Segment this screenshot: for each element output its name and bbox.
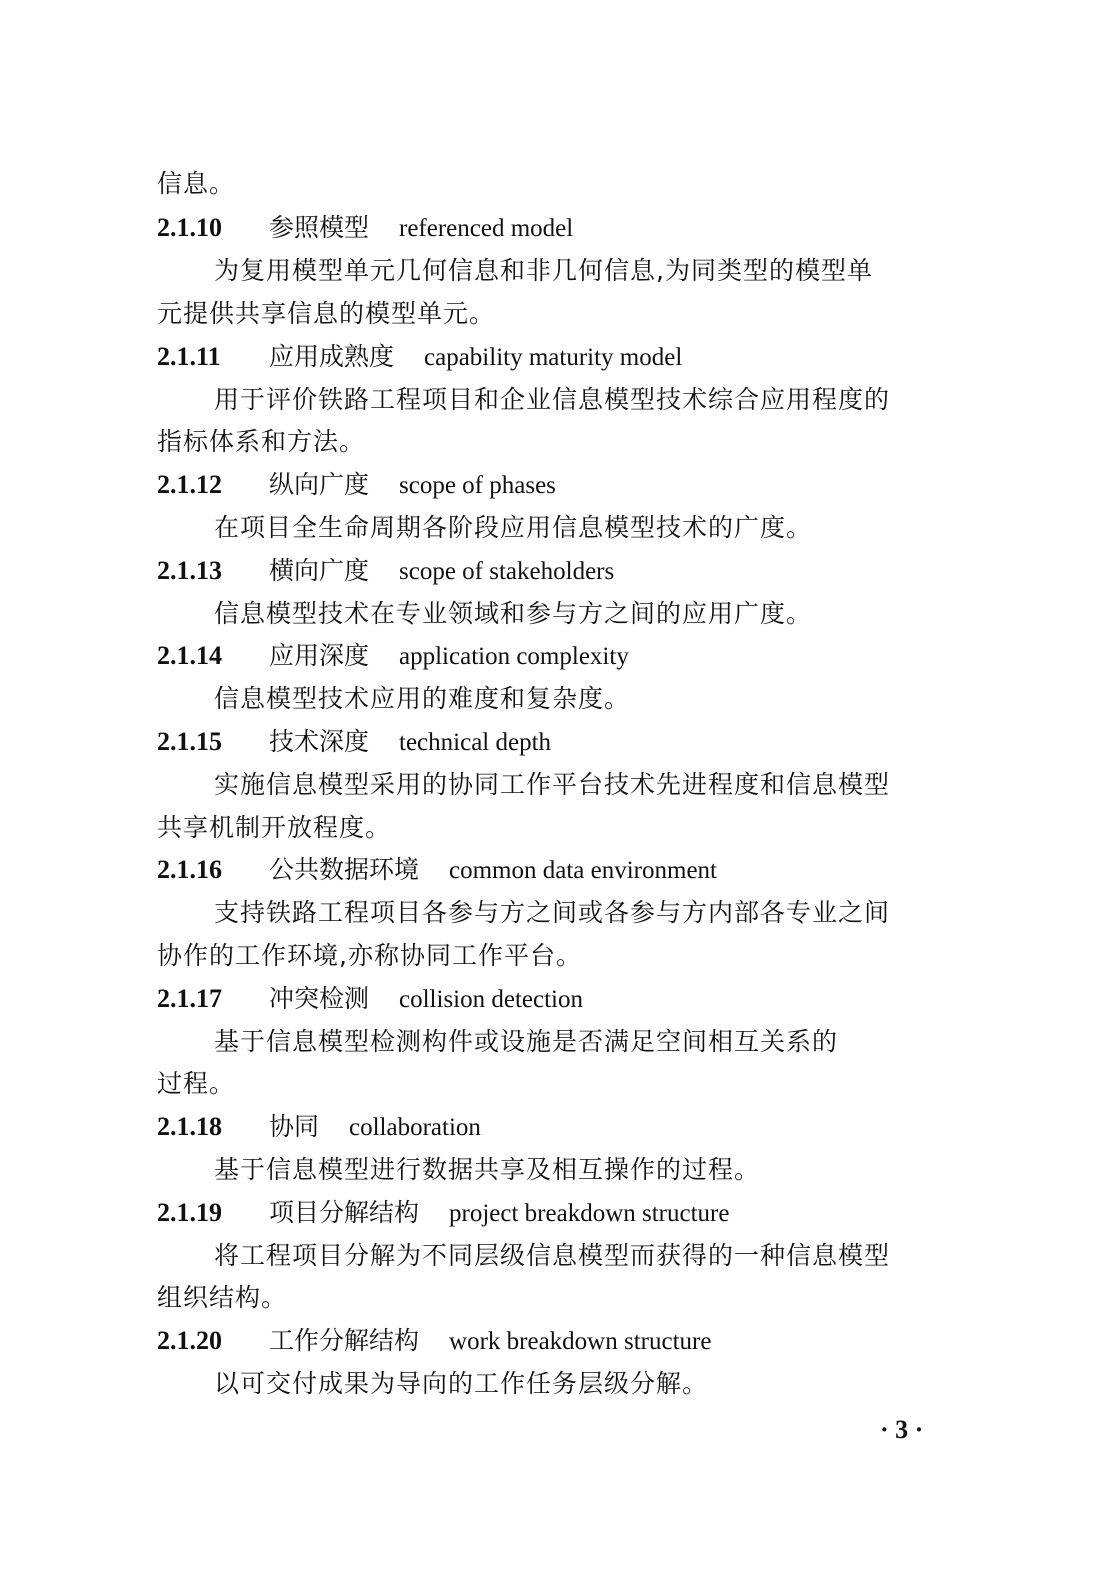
term-heading: [157, 212, 573, 245]
term-definition-line: 元提供共享信息的模型单元。: [157, 299, 496, 328]
term-definition-line: 共享机制开放程度。: [157, 813, 392, 842]
term-chinese: 纵向广度: [269, 470, 370, 499]
term-chinese: 参照模型: [269, 213, 370, 242]
term-number: 2.1.18: [157, 1112, 222, 1141]
term-english: scope of stakeholders: [399, 558, 615, 585]
term-chinese: 项目分解结构: [269, 1198, 420, 1227]
term-definition-line: 基于信息模型进行数据共享及相互操作的过程。: [214, 1155, 761, 1184]
term-chinese: 工作分解结构: [269, 1326, 420, 1355]
term-definition-line: 协作的工作环境,亦称协同工作平台。: [157, 941, 582, 970]
term-chinese: 协同: [269, 1112, 320, 1141]
term-definition-line: 以可交付成果为导向的工作任务层级分解。: [214, 1369, 709, 1398]
term-chinese: 应用成熟度: [269, 342, 395, 371]
term-definition-line: 实施信息模型采用的协同工作平台技术先进程度和信息模型: [214, 770, 891, 799]
term-number: 2.1.20: [157, 1326, 222, 1355]
term-english: capability maturity model: [424, 344, 683, 371]
term-definition-line: 将工程项目分解为不同层级信息模型而获得的一种信息模型: [214, 1241, 891, 1270]
term-english: referenced model: [399, 215, 574, 242]
term-heading: [157, 640, 629, 673]
term-english: technical depth: [399, 729, 552, 756]
term-number: 2.1.11: [157, 342, 221, 371]
term-chinese: 横向广度: [269, 556, 370, 585]
term-heading: [157, 469, 556, 502]
term-heading: [157, 1325, 711, 1358]
term-heading: [157, 341, 682, 374]
term-definition-line: 指标体系和方法。: [157, 427, 366, 456]
term-definition-line: 过程。: [157, 1069, 236, 1098]
term-definition-line: 支持铁路工程项目各参与方之间或各参与方内部各专业之间: [214, 898, 891, 927]
term-number: 2.1.15: [157, 727, 222, 756]
term-definition-line: 信息模型技术应用的难度和复杂度。: [214, 684, 631, 713]
term-definition-line: 基于信息模型检测构件或设施是否满足空间相互关系的: [214, 1027, 839, 1056]
term-heading: [157, 1197, 729, 1230]
term-english: application complexity: [399, 643, 629, 670]
term-english: project breakdown structure: [449, 1200, 730, 1227]
term-english: work breakdown structure: [449, 1328, 712, 1355]
term-definition-line: 用于评价铁路工程项目和企业信息模型技术综合应用程度的: [214, 385, 891, 414]
term-chinese: 应用深度: [269, 641, 370, 670]
term-definition-line: 信息模型技术在专业领域和参与方之间的应用广度。: [214, 599, 813, 628]
term-number: 2.1.16: [157, 855, 222, 884]
page-number: · 3 ·: [880, 1415, 924, 1444]
term-chinese: 公共数据环境: [269, 855, 420, 884]
term-english: collision detection: [399, 986, 583, 1013]
term-heading: [157, 555, 614, 588]
term-english: scope of phases: [399, 472, 556, 499]
term-chinese: 冲突检测: [269, 984, 370, 1013]
continuation-text: 信息。: [157, 169, 236, 198]
term-definition-line: 在项目全生命周期各阶段应用信息模型技术的广度。: [214, 513, 813, 542]
term-number: 2.1.13: [157, 556, 222, 585]
term-english: collaboration: [349, 1114, 481, 1141]
term-definition-line: 为复用模型单元几何信息和非几何信息,为同类型的模型单: [214, 256, 873, 285]
term-heading: [157, 1111, 481, 1144]
term-number: 2.1.12: [157, 470, 222, 499]
term-number: 2.1.14: [157, 641, 222, 670]
term-chinese: 技术深度: [269, 727, 370, 756]
term-heading: [157, 854, 717, 887]
term-number: 2.1.10: [157, 213, 222, 242]
term-english: common data environment: [449, 857, 717, 884]
term-definition-line: 组织结构。: [157, 1283, 288, 1312]
term-heading: [157, 726, 551, 759]
term-number: 2.1.17: [157, 984, 222, 1013]
term-number: 2.1.19: [157, 1198, 222, 1227]
term-heading: [157, 983, 583, 1016]
